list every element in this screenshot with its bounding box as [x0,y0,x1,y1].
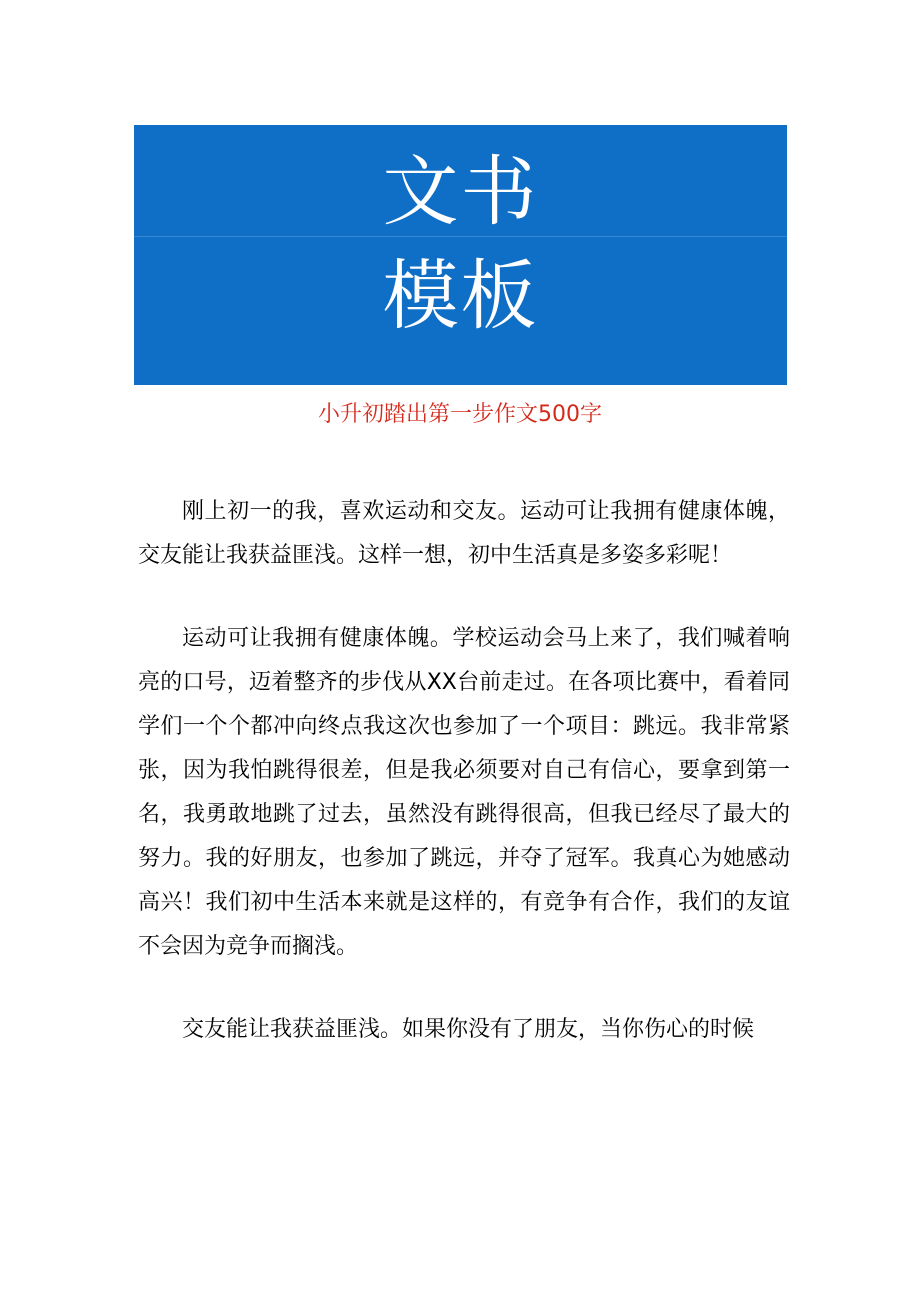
banner-title-line1: 文书 [382,147,539,236]
paragraph-1: 刚上初一的我，喜欢运动和交友。运动可让我拥有健康体魄，交友能让我获益匪浅。这样一想，初中生活真是多姿多彩呢！ [138,499,790,568]
document-subtitle: 小升初踏出第一步作文500字 [318,402,602,427]
banner-title-line2: 模板 [382,251,539,340]
paragraph-3: 交友能让我获益匪浅。如果你没有了朋友，当你伤心的时候 [182,1017,755,1042]
article-body [138,490,790,1091]
title-banner [134,125,787,385]
paragraph-2: 运动可让我拥有健康体魄。学校运动会马上来了，我们喊着响亮的口号，迈着整齐的步伐从XX台前走过。在各项比赛中，看着同学们一个个都冲向终点我这次也参加了一个项目：跳远。我非常紧张，因为我怕跳得很差，但是我必须要对自己有信心，要拿到第一名，我勇敢地跳了过去，虽然没有跳得很高，但我已经尽了最大的努力。我的好朋友，也参加了跳远，并夺了冠军。我真心为她感动高兴！我们初中生活本来就是这样的，有竞争有合作，我们的友谊不会因为竞争而搁浅。 [138,626,790,959]
